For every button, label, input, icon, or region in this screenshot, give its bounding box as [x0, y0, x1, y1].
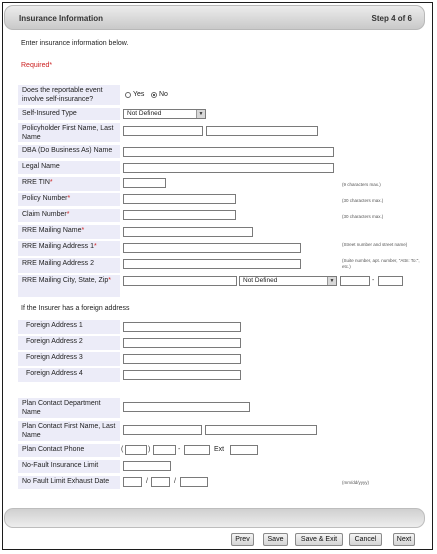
rre-address2-label: RRE Mailing Address 2 — [18, 258, 120, 273]
rre-mailing-name-label: RRE Mailing Name* — [18, 225, 120, 239]
foreign-address1-input[interactable] — [123, 322, 241, 332]
claim-number-input[interactable] — [123, 210, 236, 220]
page-title: Insurance Information — [19, 14, 104, 23]
phone-dash: - — [178, 446, 181, 453]
self-insurance-yes-radio[interactable] — [125, 92, 131, 98]
rre-city-state-zip-label: RRE Mailing City, State, Zip* — [18, 275, 120, 297]
self-insurance-label: Does the reportable event involve self-insurance? — [18, 85, 120, 105]
policy-number-input[interactable] — [123, 194, 236, 204]
self-insured-type-label: Self-Insured Type — [18, 108, 120, 120]
claim-number-label: Claim Number* — [18, 209, 120, 222]
policy-number-hint: (30 characters max.) — [342, 198, 384, 203]
page-header — [4, 5, 425, 30]
rre-tin-label: RRE TIN* — [18, 177, 120, 191]
policyholder-last-name-input[interactable] — [206, 126, 318, 136]
plan-contact-name-label: Plan Contact First Name, Last Name — [18, 421, 120, 441]
foreign-address-note: If the Insurer has a foreign address — [21, 305, 130, 312]
date-slash-1: / — [146, 478, 148, 485]
plan-contact-phone-label: Plan Contact Phone — [18, 444, 120, 457]
policyholder-name-label: Policyholder First Name, Last Name — [18, 123, 120, 142]
required-note: Required* — [21, 62, 53, 69]
phone-ext-label: Ext — [214, 446, 225, 453]
self-insurance-no-label: No — [159, 91, 168, 98]
step-indicator: Step 4 of 6 — [371, 14, 412, 23]
chevron-down-icon: ▼ — [196, 110, 205, 118]
rre-address1-label: RRE Mailing Address 1* — [18, 241, 120, 256]
rre-state-select[interactable]: Not Defined ▼ — [239, 276, 337, 286]
plan-contact-first-name-input[interactable] — [123, 425, 202, 435]
self-insured-type-select[interactable]: Not Defined ▼ — [123, 109, 206, 119]
self-insurance-yes-label: Yes — [133, 91, 145, 98]
exhaust-day-input[interactable] — [151, 477, 170, 487]
phone-ext-input[interactable] — [230, 445, 258, 455]
rre-zip4-input[interactable] — [378, 276, 403, 286]
exhaust-date-label: No Fault Limit Exhaust Date — [18, 476, 120, 489]
phone-close-paren: ) — [148, 446, 151, 453]
intro-text: Enter insurance information below. — [21, 40, 129, 47]
legal-name-input[interactable] — [123, 163, 334, 173]
rre-mailing-name-input[interactable] — [123, 227, 253, 237]
no-fault-limit-input[interactable] — [123, 461, 171, 471]
foreign-address3-input[interactable] — [123, 354, 241, 364]
rre-address2-input[interactable] — [123, 259, 301, 269]
exhaust-year-input[interactable] — [180, 477, 208, 487]
cancel-button[interactable]: Cancel — [349, 533, 382, 546]
phone-area-code-input[interactable] — [125, 445, 147, 455]
dba-label: DBA (Do Business As) Name — [18, 145, 120, 158]
foreign-address2-input[interactable] — [123, 338, 241, 348]
policyholder-first-name-input[interactable] — [123, 126, 203, 136]
foreign-address4-label: Foreign Address 4 — [18, 368, 120, 382]
rre-zip-input[interactable] — [340, 276, 370, 286]
rre-address1-input[interactable] — [123, 243, 301, 253]
foreign-address4-input[interactable] — [123, 370, 241, 380]
foreign-address2-label: Foreign Address 2 — [18, 336, 120, 350]
rre-city-input[interactable] — [123, 276, 237, 286]
phone-open-paren: ( — [121, 446, 124, 453]
rre-tin-hint: (9 characters max.) — [342, 182, 381, 187]
dba-input[interactable] — [123, 147, 334, 157]
policy-number-label: Policy Number* — [18, 193, 120, 206]
plan-contact-dept-input[interactable] — [123, 402, 250, 412]
foreign-address1-label: Foreign Address 1 — [18, 320, 120, 334]
self-insurance-no-radio[interactable] — [151, 92, 157, 98]
chevron-down-icon: ▼ — [327, 277, 336, 285]
plan-contact-last-name-input[interactable] — [205, 425, 317, 435]
no-fault-limit-label: No-Fault Insurance Limit — [18, 460, 120, 473]
rre-tin-input[interactable] — [123, 178, 166, 188]
save-exit-button[interactable]: Save & Exit — [295, 533, 343, 546]
zip-separator: - — [372, 277, 375, 284]
phone-prefix-input[interactable] — [153, 445, 176, 455]
exhaust-month-input[interactable] — [123, 477, 142, 487]
phone-line-input[interactable] — [184, 445, 210, 455]
claim-number-hint: (30 characters max.) — [342, 214, 384, 219]
exhaust-date-hint: (mm/dd/yyyy) — [342, 480, 369, 485]
prev-button[interactable]: Prev — [231, 533, 254, 546]
legal-name-label: Legal Name — [18, 161, 120, 174]
plan-contact-dept-label: Plan Contact Department Name — [18, 398, 120, 418]
footer-bar — [4, 508, 425, 528]
date-slash-2: / — [174, 478, 176, 485]
next-button[interactable]: Next — [393, 533, 415, 546]
rre-address2-hint: (Suite number, apt. number, "Attn: To:", etc.) — [342, 258, 420, 269]
rre-address1-hint: (Street number and street name) — [342, 242, 408, 247]
save-button[interactable]: Save — [263, 533, 288, 546]
foreign-address3-label: Foreign Address 3 — [18, 352, 120, 366]
